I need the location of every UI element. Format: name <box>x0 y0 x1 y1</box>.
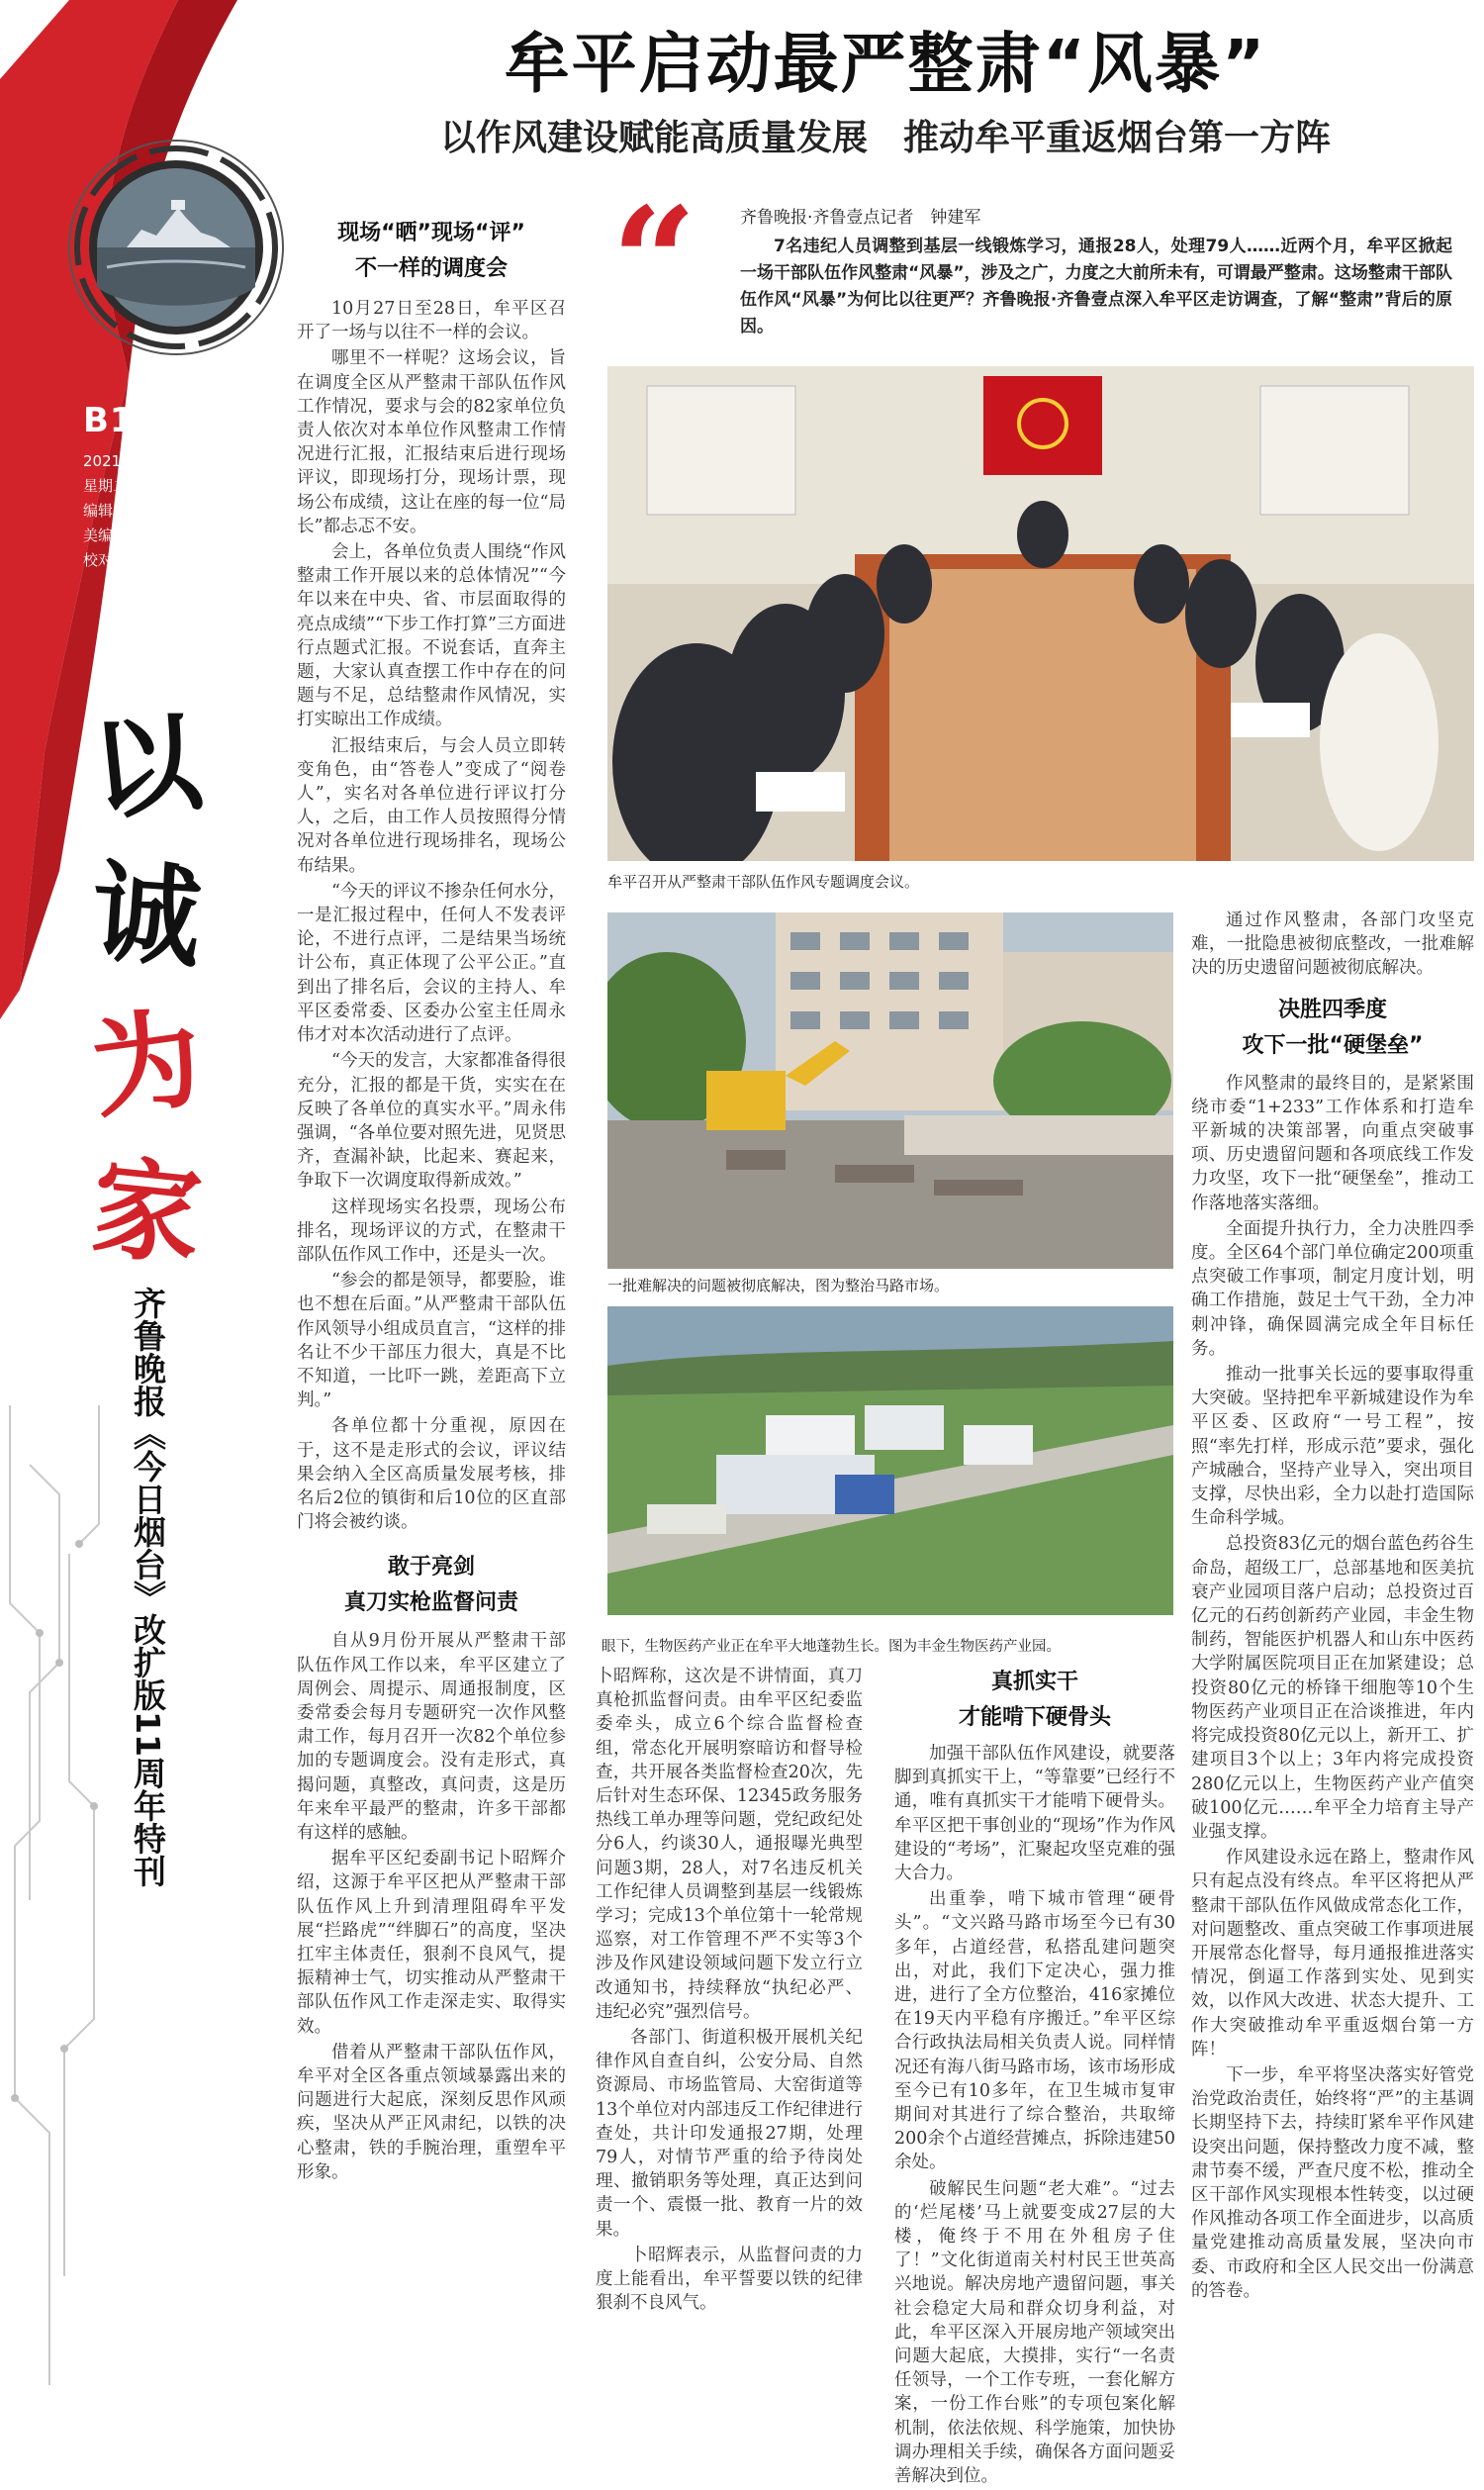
editor: 编辑:钟建军 <box>83 502 163 520</box>
paragraph: 通过作风整肃，各部门攻坚克难，一批隐患被彻底整改，一批难解决的历史遗留问题被彻底解决。 <box>1191 910 1474 979</box>
page-subtitle: 以作风建设赋能高质量发展 推动牟平重返烟台第一方阵 <box>439 118 1331 158</box>
lead-paragraph: 7名违纪人员调整到基层一线锻炼学习，通报28人，处理79人……近两个月，牟平区掀起一场干部队伍作风整肃“风暴”，涉及之广，力度之大前所未有，可谓最严整肃。这场整肃干部队伍作风“风暴”为何比以往更严？齐鲁晚报·齐鲁壹点深入牟平区走访调查，了解“整肃”背后的原因。 <box>740 237 1452 336</box>
paragraph: “今天的评议不掺杂任何水分，一是汇报过程中，任何人不发表评论，不进行点评，二是结果当场统计公布，真正体现了公平公正。”直到出了排名后，会议的主持人、牟平区委常委、区委办公室主任周永伟才对本次活动进行了点评。 <box>297 881 566 1046</box>
paragraph: 全面提升执行力，全力决胜四季度。全区64个部门单位确定200项重点突破工作事项，制定月度计划，明确工作措施，鼓足士气干劲，全力冲刺冲锋，确保圆满完成全年目标任务。 <box>1191 1218 1474 1359</box>
industrial-park-photo <box>607 1306 1173 1615</box>
paragraph: 下一步，牟平将坚决落实好管党治党政治责任，始终将“严”的主基调长期坚持下去，持续盯紧牟平作风建设突出问题，保持整改力度不减，整肃节奏不缓，严查尺度不松，推动全区干部作风实现根本性转变，以过硬作风推动各项工作全面进步，以高质量党建推动高质量发展，坚决向市委、市政府和全区人民交出一份满意的答卷。 <box>1191 2064 1474 2301</box>
section-heading: 真抓实干 才能啃下硬骨头 <box>958 1670 1111 1730</box>
paragraph: 据牟平区纪委副书记卜昭辉介绍，这源于牟平区把从严整肃干部队伍作风上升到清理阻碍牟平发展“拦路虎”“绊脚石”的高度，坚决扛牢主体责任，狠刹不良风气，提振精神士气，切实推动从严整肃干部队伍作风工作走深走实、取得实效。 <box>297 1849 566 2037</box>
newspaper-logo: 齐鲁晚报 <box>47 18 159 48</box>
section-heading: 现场“晒”现场“评” 不一样的调度会 <box>337 221 525 281</box>
paragraph: 作风整肃的最终目的，是紧紧围绕市委“1+233”工作体系和打造牟平新城的决策部署，向重点突破事项、历史遗留问题和各项底线工作发力攻坚，攻下一批“硬堡垒”，推动工作落地落实落细。 <box>1191 1073 1474 1213</box>
paragraph: 各部门、街道积极开展机关纪律作风自查自纠，公安分局、自然资源局、市场监管局、大窑街道等13个单位对内部违反工作纪律进行查处，共计印发通报27期，处理79人，对情节严重的给予待岗处理、撤销职务等处理，真正达到问责一个、震慑一批、教育一片的效果。 <box>596 2028 863 2240</box>
headline <box>297 22 1474 164</box>
quote-mark: “ <box>611 175 697 349</box>
slogan-char: 以 <box>85 697 208 836</box>
paragraph: 哪里不一样呢？这场会议，旨在调度全区从严整肃干部队伍作风工作情况，要求与会的82家单位负责人依次对本单位作风整肃工作情况进行汇报，汇报结束后进行现场评议，即现场打分，现场计票，现场公布成绩，这让在座的每一位“局长”都忐忑不安。 <box>297 348 566 536</box>
section-heading: 敢于亮剑 真刀实枪监督问责 <box>343 1555 518 1616</box>
article-column-4 <box>1191 909 1474 2305</box>
paragraph: 出重拳，啃下城市管理“硬骨头”。“文兴路马路市场至今已有30多年，占道经营，私搭乱建问题突出，对此，我们下定决心，强力推进，进行了全方位整治，416家摊位在19天内平稳有序搬迁。”牟平区综合行政执法局相关负责人说。同样情况还有海八街马路市场，该市场形成至今已有10多年，在卫生城市复审期间对其进行了综合整治，共取缔200余个占道经营摊点，拆除违建50余处。 <box>894 1889 1175 2173</box>
paragraph: 这样现场实名投票，现场公布排名，现场评议的方式，在整肃干部队伍作风工作中，还是头一次。 <box>297 1197 566 1265</box>
paragraph: 卜昭辉表示，从监督问责的力度上能看出，牟平誓要以铁的纪律狠刹不良风气。 <box>596 2245 863 2314</box>
paragraph: “今天的发言，大家都准备得很充分，汇报的都是干货，实实在在反映了各单位的真实水平。”周永伟强调，“各单位要对照先进，见贤思齐，查漏补缺，比起来、赛起来，争取下一次调度取得新成效。” <box>297 1051 566 1192</box>
street-market-photo <box>607 912 1173 1269</box>
paragraph: 10月27日至28日，牟平区召开了一场与以往不一样的会议。 <box>297 299 566 343</box>
paragraph: 破解民生问题“老大难”。“过去的‘烂尾楼’马上就要变成27层的大楼，俺终于不用在外租房子住了！”文化街道南关村村民王世英高兴地说。解决房地产遗留问题，事关社会稳定大局和群众切身利益，对此，牟平区深入开展房地产领域突出问题大起底，大摸排，实行“一名责任领导，一个工作专班，一套化解方案，一份工作台账”的专项包案化解机制，依法依规、科学施策，加快协调办理相关手续，确保各方面问题妥善解决到位。 <box>894 2178 1175 2487</box>
article-column-3 <box>894 1665 1175 2490</box>
slogan-calligraphy <box>83 693 210 1287</box>
slogan-char: 家 <box>85 1142 208 1282</box>
meeting-photo <box>607 366 1474 861</box>
page-meta <box>83 401 194 570</box>
paragraph: 推动一批事关长远的要事取得重大突破。坚持把牟平新城建设作为牟平区委、区政府“一号工程”，按照“率先打样，形成示范”要求，强化产城融合，坚持产业导入，突出项目支撑，尽快出彩，全力以赴打造国际生命科学城。 <box>1191 1365 1474 1529</box>
paragraph: 加强干部队伍作风建设，就要落脚到真抓实干上，“等靠要”已经行不通，唯有真抓实干才能啃下硬骨头。牟平区把干事创业的“现场”作为作风建设的“考场”，汇聚起攻坚克难的强大合力。 <box>894 1744 1175 1884</box>
photo-caption: 一批难解决的问题被彻底解决，图为整治马路市场。 <box>607 1277 950 1294</box>
article-column-2 <box>596 1665 863 2317</box>
paragraph: 汇报结束后，与会人员立即转变角色，由“答卷人”变成了“阅卷人”，实名对各单位进行评议打分人，之后，由工作人员按照得分情况对各单位进行现场排名，现场公布结果。 <box>297 735 566 876</box>
photo-caption: 牟平召开从严整肃干部队伍作风专题调度会议。 <box>607 873 920 891</box>
photo-caption: 眼下，生物医药产业正在牟平大地蓬勃生长。图为丰金生物医药产业园。 <box>602 1639 1061 1655</box>
paragraph: 总投资83亿元的烟台蓝色药谷生命岛，超级工厂，总部基地和医美抗衰产业园项目落户启动；总投资过百亿元的石药创新药产业园，丰金生物制药，智能医护机器人和山东中医药大学附属医院项目正在加紧建设；总投资80亿元的桥锋干细胞等10个生物医药产业项目正在洽谈推进，年内将完成投资80亿元以上，新开工、扩建项目3个以上；3年内将完成投资280亿元以上，生物医药产业产值突破100亿元……牟平全力培育主导产业强支撑。 <box>1191 1534 1474 1842</box>
article-column-1 <box>297 216 566 2186</box>
issue-date: 2021年11月9日 <box>83 452 194 470</box>
designer: 美编:武春虎 <box>83 527 163 544</box>
paragraph: 各单位都十分重视，原因在于，这不是走形式的会议，评议结果会纳入全区高质量发展考核，排名后2位的镇街和后10位的区直部门将会被约谈。 <box>297 1416 566 1533</box>
weekday: 星期二 <box>83 477 129 495</box>
circuit-decoration <box>0 1405 119 2385</box>
paragraph: 借着从严整肃干部队伍作风，牟平对全区各重点领域暴露出来的问题进行大起底，深刻反思作风顽疾，坚决从严正风肃纪，以铁的决心整肃，铁的手腕治理，重塑牟平形象。 <box>297 2042 566 2182</box>
special-issue-vertical: 齐鲁晚报《今日烟台》改扩版11周年特刊 <box>129 1287 167 1887</box>
proofreader: 校对:周宜刚 <box>83 551 163 569</box>
slogan-char: 诚 <box>87 847 206 983</box>
paragraph: 会上，各单位负责人围绕“作风整肃工作开展以来的总体情况”“今年以来在中央、省、市层面取得的亮点成绩”“下步工作打算”三方面进行点题式汇报。不说套话，直奔主题，大家认真查摆工作中存在的问题与不足，总结整肃作风情况，实打实晾出工作成绩。 <box>297 542 566 730</box>
paragraph: 自从9月份开展从严整肃干部队伍作风工作以来，牟平区建立了周例会、周提示、周通报制度，区委常委会每月专题研究一次作风整肃工作，每月召开一次82个单位参加的专题调度会。没有走形式，真揭问题，真整改，真问责，这是历年来牟平最严的整肃，许多干部都有这样的感触。 <box>297 1631 566 1843</box>
page-title: 牟平启动最严整肃“风暴” <box>504 26 1267 102</box>
slogan-char: 为 <box>83 992 210 1135</box>
section-heading: 决胜四季度 攻下一批“硬堡垒” <box>1242 997 1424 1058</box>
page-number: B15 <box>83 401 159 440</box>
byline: 齐鲁晚报·齐鲁壹点记者 钟建军 <box>740 208 981 228</box>
paragraph: “参会的都是领导，都要脸，谁也不想在后面。”从严整肃干部队伍作风领导小组成员直言，“这样的排名让不少干部压力很大，真是不比不知道，一比吓一跳，差距高下立判。” <box>297 1271 566 1411</box>
paragraph: 作风建设永远在路上，整肃作风只有起点没有终点。牟平区将把从严整肃干部队伍作风做成常态化工作，对问题整改、重点突破工作事项进展开展常态化督导，每月通报推进落实情况，倒逼工作落到实处、见到实效，以作风大改进、状态大提升、工作大突破推动牟平重返烟台第一方阵！ <box>1191 1848 1474 2059</box>
circular-emblem <box>67 139 285 356</box>
paragraph: 卜昭辉称，这次是不讲情面，真刀真枪抓监督问责。由牟平区纪委监委牵头，成立6个综合监督检查组，常态化开展明察暗访和督导检查，共开展各类监督检查20次，先后针对生态环保、12345政务服务热线工单办理等问题，党纪政纪处分6人，约谈30人，通报曝光典型问题3期，28人，对7名违反机关工作纪律人员调整到基层一线锻炼学习；完成13个单位第十一轮常规巡察，对工作管理不严不实等3个涉及作风建设领域问题下发立行立改通知书，持续释放“执纪必严、违纪必究”强烈信号。 <box>596 1667 863 2022</box>
